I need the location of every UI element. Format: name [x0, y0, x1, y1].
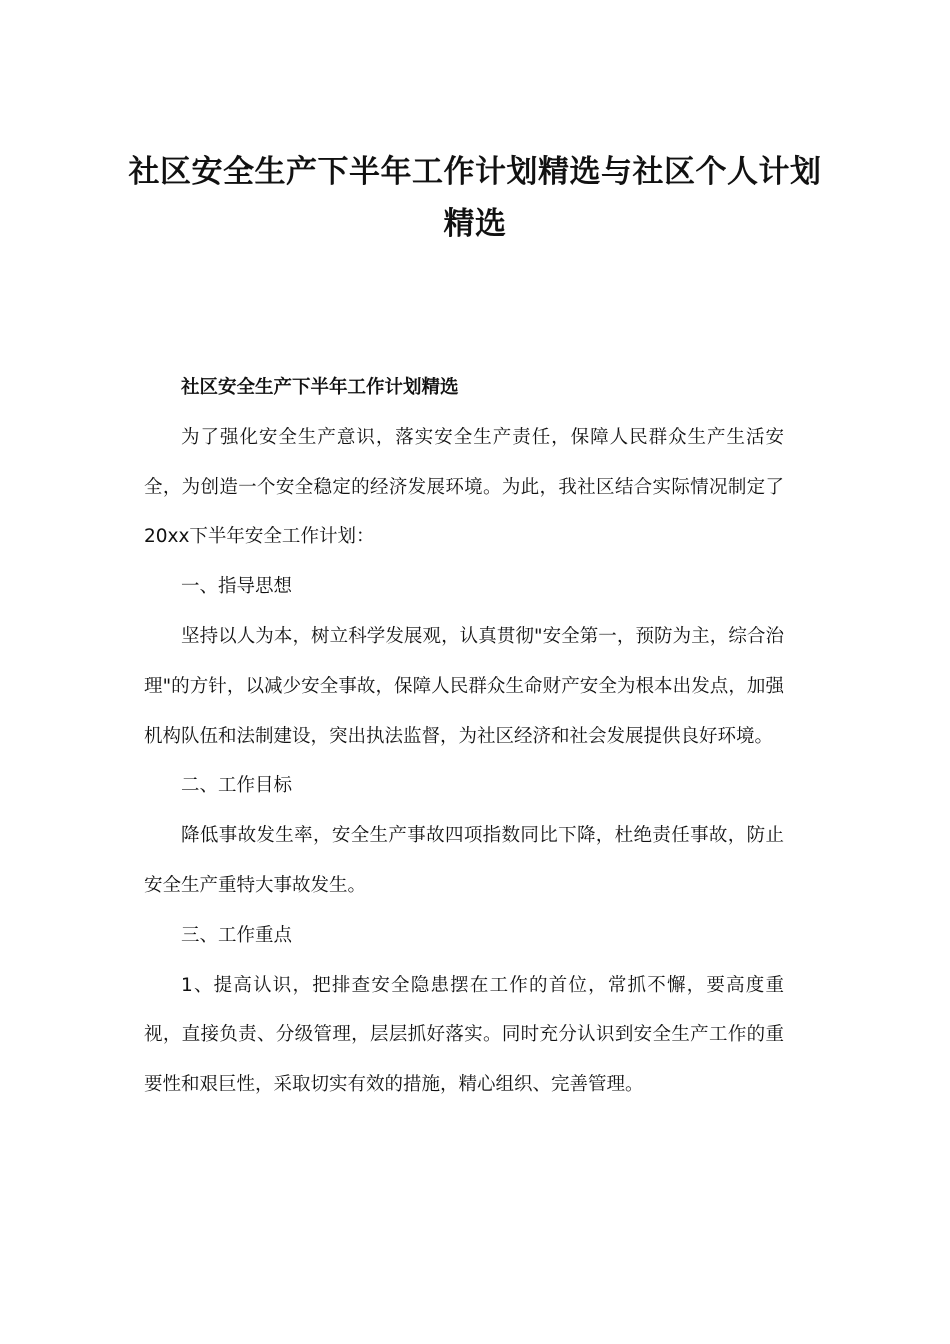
heading-work-goals: 二、工作目标 [181, 775, 293, 797]
document-title: 社区安全生产下半年工作计划精选与社区个人计划精选 [128, 154, 822, 242]
guiding-ideology-paragraph: 坚持以人为本，树立科学发展观，认真贯彻"安全第一，预防为主，综合治理"的方针，以减少安全事故，保障人民群众生命财产安全为根本出发点，加强机构队伍和法制建设，突出执法监督，为社区经济和社会发展提供良好环境。 [144, 625, 784, 747]
work-focus-item-1: 1、提高认识，把排查安全隐患摆在工作的首位，常抓不懈，要高度重视，直接负责、分级管理，层层抓好落实。同时充分认识到安全生产工作的重要性和艰巨性，采取切实有效的措施，精心组织、完善管理。 [144, 974, 784, 1096]
document-body [144, 363, 784, 1110]
heading-guiding-ideology: 一、指导思想 [181, 576, 293, 598]
work-goals-paragraph: 降低事故发生率，安全生产事故四项指数同比下降，杜绝责任事故，防止安全生产重特大事故发生。 [144, 825, 784, 896]
section-heading: 社区安全生产下半年工作计划精选 [181, 377, 459, 398]
heading-work-focus: 三、工作重点 [181, 924, 293, 946]
intro-paragraph: 为了强化安全生产意识，落实安全生产责任，保障人民群众生产生活安全，为创造一个安全稳定的经济发展环境。为此，我社区结合实际情况制定了20xx下半年安全工作计划： [144, 426, 784, 548]
